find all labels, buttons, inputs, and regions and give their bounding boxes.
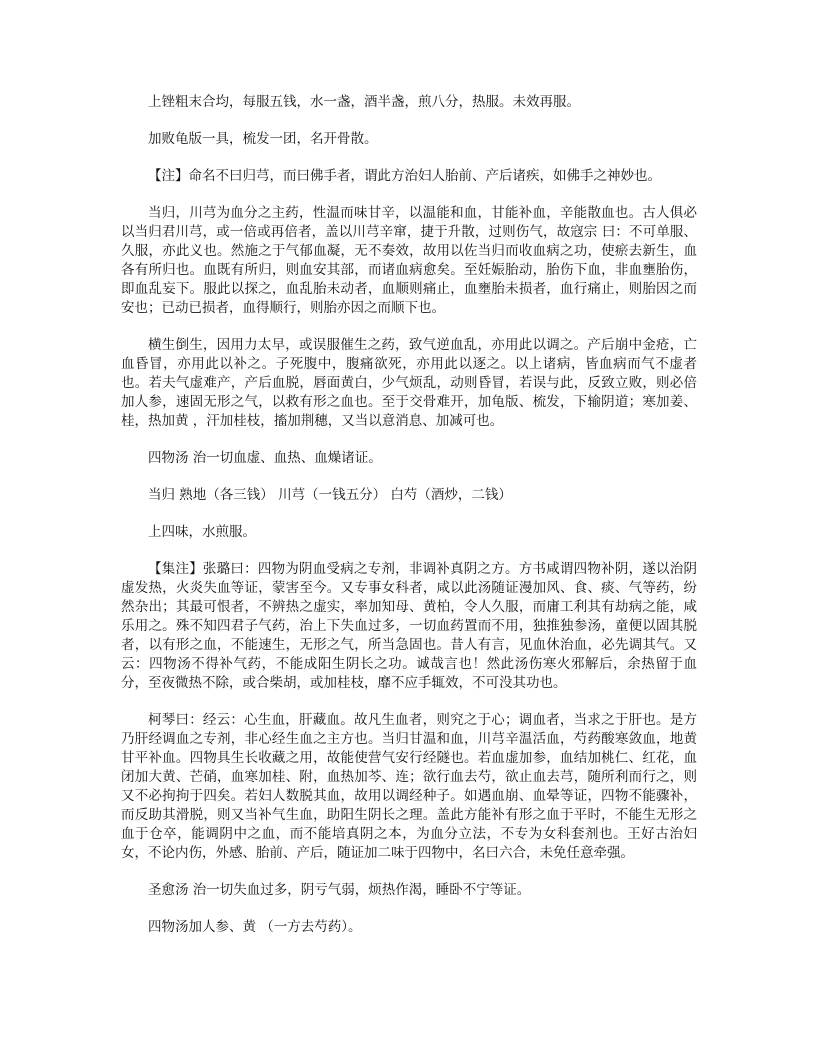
paragraph-ke-qin: 柯琴曰：经云：心生血，肝藏血。故凡生血者，则究之于心；调血者，当求之于肝也。是方乃肝经调血之专剂，非心经生血之主方也。当归甘温和血，川芎辛温活血，芍药酸寒敛血，地黄甘平补血。四物具生长收藏之用，故能使营气安行经隧也。若血虚加参，血结加桃仁、红花，血闭加大黄、芒硝，血寒加桂、附，血热加芩、连；欲行血去芍，欲止血去芎，随所利而行之，则又不必拘拘于四矣。若妇人数脱其血，故用以调经种子。如遇血崩、血晕等证，四物不能骤补，而反助其滑脱，则又当补气生血，助阳生阴长之理。盖此方能补有形之血于平时，不能生无形之血于仓卒，能调阴中之血，而不能培真阴之本，为血分立法，不专为女科套剂也。王好古治妇女，不论内伤，外感、胎前、产后，随证加二味于四物中，名曰六合，未免任意牵强。 xyxy=(121,712,697,861)
paragraph-preparation: 上锉粗末合均，每服五钱，水一盏，酒半盏，煎八分，热服。未效再服。 xyxy=(148,94,580,110)
paragraph-danggui-chuanxiong: 当归，川芎为血分之主药，性温而味甘辛，以温能和血，甘能补血，辛能散血也。古人俱必以当归君川芎，或一倍或再倍者，盖以川芎辛窜，捷于升散，过则伤气，故寇宗 曰：不可单服、久服，亦此义也。然施之于气郁血凝，无不奏效，故用以佐当归而收血病之功，使瘀去新生，血各有所归也。血既有所归，则血安其部，而诸血病愈矣。至妊娠胎动，胎伤下血，非血壅胎伤，即血乱妄下。服此以探之，血乱胎未动者，血顺则痛止，血壅胎未损者，血行痛止，则胎因之而安也；已动已损者，血得顺行，则胎亦因之而顺下也。 xyxy=(121,205,697,316)
document-page xyxy=(121,93,697,955)
paragraph-decoction: 上四味，水煎服。 xyxy=(148,524,256,540)
paragraph-siwu-variant: 四物汤加人参、黄 （一方去芍药）。 xyxy=(148,919,362,935)
paragraph-hengsheng-daosheng: 横生倒生，因用力太早，或误服催生之药，致气逆血乱，亦用此以调之。产后崩中金疮，亡血昏冒，亦用此以补之。子死腹中，腹痛欲死，亦用此以逐之。以上诸病，皆血病而气不虚者也。若夫气虚难产，产后血脱，唇面黄白，少气烦乱，动则昏冒，若误与此，反致立败，则必倍加人参，速固无形之气，以救有形之血也。至于交骨难开，加龟版、梳发，下输阴道；寒加姜、桂，热加黄 ，汗加桂枝，搐加荆穗，又当以意消息、加减可也。 xyxy=(121,337,697,429)
paragraph-shengyu-tang: 圣愈汤 治一切失血过多，阴亏气弱，烦热作渴，睡卧不宁等证。 xyxy=(148,882,531,898)
paragraph-siwu-tang: 四物汤 治一切血虚、血热、血燥诸证。 xyxy=(148,450,382,466)
paragraph-kaigu-san: 加败龟版一具，梳发一团，名开骨散。 xyxy=(148,131,378,147)
paragraph-ingredients: 当归 熟地（各三钱） 川芎（一钱五分） 白芍（酒炒，二钱） xyxy=(148,487,512,503)
paragraph-note: 【注】命名不曰归芎，而曰佛手者，谓此方治妇人胎前、产后诸疾，如佛手之神妙也。 xyxy=(148,168,661,184)
paragraph-collected-notes: 【集注】张璐曰：四物为阴血受病之专剂，非调补真阴之方。方书咸谓四物补阴，遂以治阴虚发热，火炎失血等证，蒙害至今。又专事女科者，咸以此汤随证漫加风、食、痰、气等药，纷然杂出；其最可恨者，不辨热之虚实，率加知母、黄柏，令人久服，而庸工利其有劫病之能，咸乐用之。殊不知四君子气药，治上下失血过多，一切血药置而不用，独推独参汤，童便以固其脱者，以有形之血，不能速生，无形之气，所当急固也。昔人有言，见血休治血，必先调其气。又云：四物汤不得补气药，不能成阳生阴长之功。诚哉言也！然此汤伤寒火邪解后，余热留于血分，至夜微热不除，或合柴胡，或加桂枝，靡不应手辄效，不可没其功也。 xyxy=(121,561,697,691)
